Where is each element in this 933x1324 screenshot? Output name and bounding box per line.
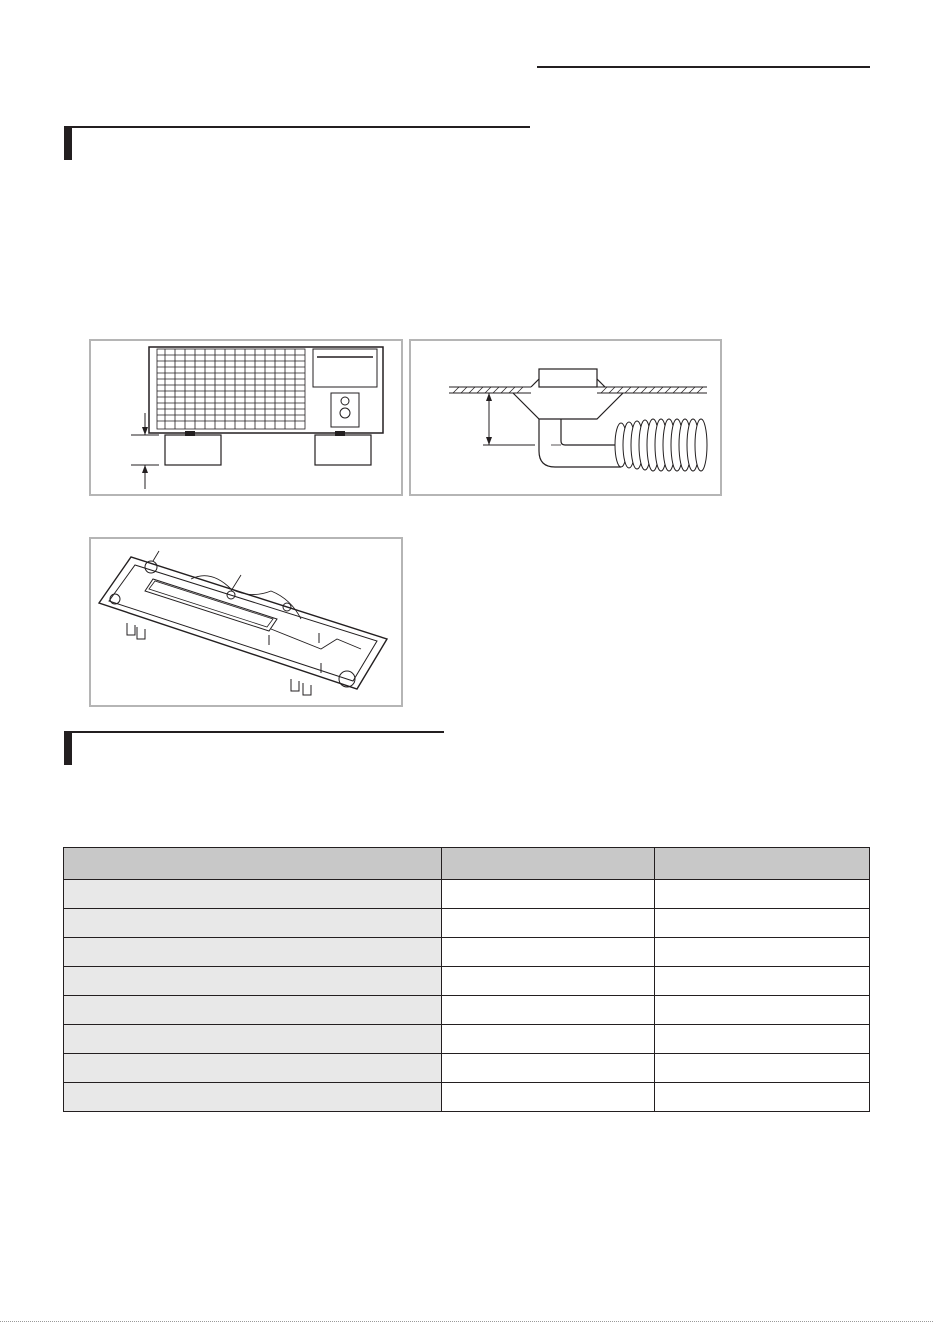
table-cell-item [64,938,442,967]
table-cell-value [441,1054,655,1083]
figure-drain-hose [409,339,722,496]
table-cell-value [441,938,655,967]
table-cell-item [64,1054,442,1083]
section-heading-specifications [64,731,444,765]
table-row [64,996,870,1025]
drain-hose-illustration [411,341,724,498]
table-cell-value [655,1083,870,1112]
table-cell-value [655,938,870,967]
table-cell-item [64,1083,442,1112]
spec-table [63,847,870,1112]
table-row [64,1054,870,1083]
table-cell-value [441,880,655,909]
figure-base-pan [89,537,403,707]
table-cell-value [441,1025,655,1054]
table-header-cell [655,848,870,880]
table-row [64,1025,870,1054]
table-row [64,1083,870,1112]
table-cell-item [64,909,442,938]
table-cell-value [655,996,870,1025]
table-row [64,880,870,909]
table-cell-value [655,909,870,938]
table-cell-value [441,1083,655,1112]
table-cell-value [655,1025,870,1054]
table-cell-value [441,909,655,938]
heading-rule [72,126,530,128]
table-row [64,967,870,996]
table-row [64,938,870,967]
table-cell-value [655,880,870,909]
table-cell-item [64,1025,442,1054]
heading-bar [64,126,72,160]
table-header-row [64,848,870,880]
base-pan-illustration [91,539,405,709]
table-cell-item [64,967,442,996]
table-cell-item [64,996,442,1025]
figure-outdoor-unit-feet [89,339,403,496]
table-cell-item [64,880,442,909]
page-bottom-rule [0,1321,933,1322]
table-header-cell [64,848,442,880]
table-header-cell [441,848,655,880]
table-cell-value [441,996,655,1025]
heading-rule [72,731,444,733]
table-cell-value [655,1054,870,1083]
heading-bar [64,731,72,765]
table-cell-value [441,967,655,996]
table-cell-value [655,967,870,996]
outdoor-unit-illustration [91,341,405,498]
section-heading-installation [64,126,530,160]
table-row [64,909,870,938]
header-rule [537,66,870,68]
